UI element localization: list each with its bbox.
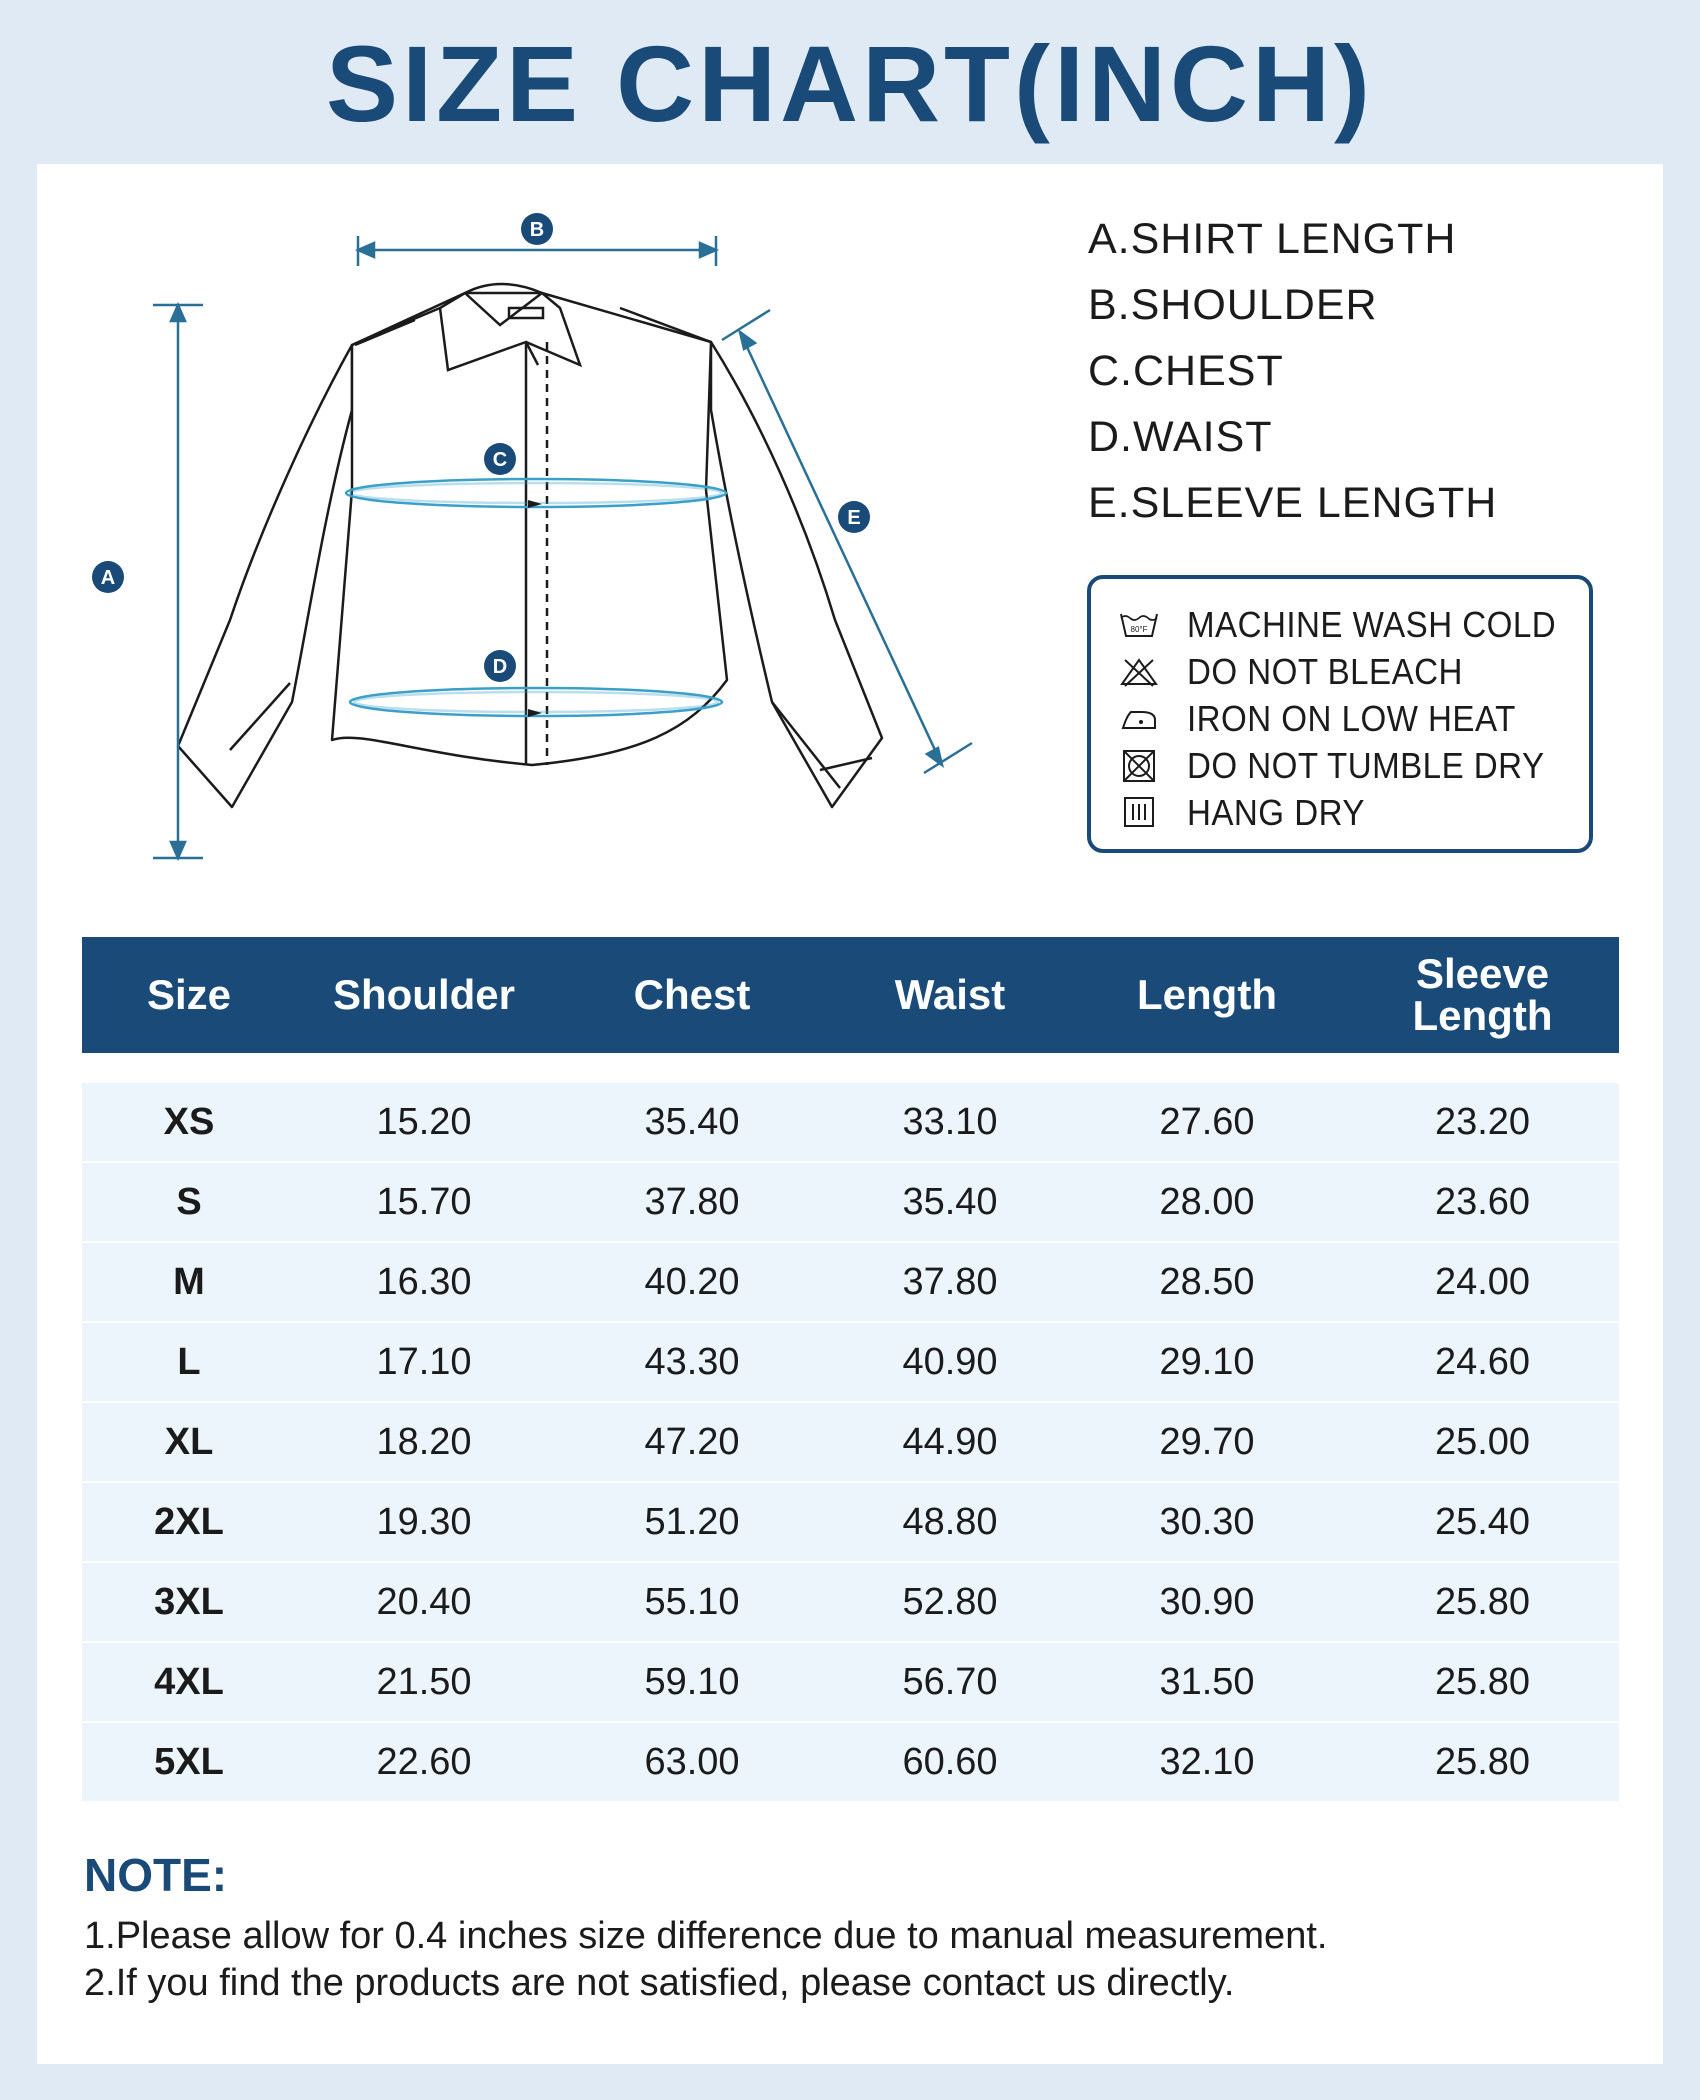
wash-temp-badge: 80°F: [1130, 624, 1148, 634]
value-cell: 63.00: [644, 1740, 740, 1783]
value-cell: 40.20: [644, 1260, 740, 1303]
marker-b: [521, 213, 553, 245]
size-cell: 3XL: [154, 1580, 224, 1623]
value-cell: 40.90: [902, 1340, 998, 1383]
table-row: [82, 1483, 1619, 1563]
value-cell: 22.60: [376, 1740, 472, 1783]
legend-item-waist: D.WAIST: [1088, 413, 1273, 461]
value-cell: 43.30: [644, 1340, 740, 1383]
value-cell: 37.80: [902, 1260, 998, 1303]
legend-item-shoulder: B.SHOULDER: [1088, 281, 1378, 329]
table-row: [82, 1243, 1619, 1323]
legend-item-shirt-length: A.SHIRT LENGTH: [1088, 215, 1457, 263]
care-row: [1091, 648, 1589, 695]
size-cell: S: [176, 1180, 202, 1223]
measure-a-line: [153, 305, 203, 858]
value-cell: 44.90: [902, 1420, 998, 1463]
page-title: SIZE CHART(INCH): [326, 23, 1374, 144]
value-cell: 52.80: [902, 1580, 998, 1623]
value-cell: 15.20: [376, 1100, 472, 1143]
value-cell: 25.00: [1434, 1420, 1531, 1463]
marker-c-label: C: [492, 449, 508, 471]
value-cell: 23.20: [1434, 1100, 1531, 1143]
marker-d-label: D: [492, 656, 508, 678]
value-cell: 60.60: [902, 1740, 998, 1783]
value-cell: 24.60: [1434, 1340, 1531, 1383]
care-row: [1091, 789, 1589, 836]
shirt-diagram: [60, 190, 1040, 890]
note-line-2: 2.If you find the products are not satisfied, please contact us directly.: [84, 1962, 1235, 2004]
hang-dry-icon: [1119, 795, 1159, 831]
value-cell: 28.00: [1159, 1180, 1255, 1223]
header-chest: Chest: [633, 971, 751, 1018]
value-cell: 16.30: [376, 1260, 472, 1303]
value-cell: 56.70: [902, 1660, 998, 1703]
marker-e: [838, 501, 870, 533]
value-cell: 48.80: [902, 1500, 998, 1543]
value-cell: 29.70: [1159, 1420, 1255, 1463]
value-cell: 20.40: [376, 1580, 472, 1623]
value-cell: 55.10: [644, 1580, 740, 1623]
note-line-1: 1.Please allow for 0.4 inches size difference due to manual measurement.: [84, 1915, 1328, 1957]
value-cell: 25.80: [1434, 1580, 1531, 1623]
header-shoulder: Shoulder: [332, 971, 515, 1018]
header-sleeve-length: [1346, 937, 1619, 1053]
table-row: [82, 1403, 1619, 1483]
care-text-iron: IRON ON LOW HEAT: [1187, 697, 1516, 739]
size-table-header: [82, 937, 1619, 1053]
value-cell: 47.20: [644, 1420, 740, 1463]
shirt-outline: [178, 293, 882, 807]
value-cell: 37.80: [644, 1180, 740, 1223]
value-cell: 32.10: [1159, 1740, 1255, 1783]
care-text-tumble: DO NOT TUMBLE DRY: [1187, 744, 1545, 786]
table-row: [82, 1323, 1619, 1403]
value-cell: 19.30: [376, 1500, 472, 1543]
value-cell: 35.40: [902, 1180, 998, 1223]
value-cell: 30.90: [1159, 1580, 1255, 1623]
value-cell: 24.00: [1434, 1260, 1531, 1303]
marker-b-label: B: [529, 219, 545, 241]
value-cell: 31.50: [1159, 1660, 1255, 1703]
value-cell: 25.80: [1434, 1740, 1531, 1783]
size-cell: XL: [164, 1420, 214, 1463]
table-row: [82, 1163, 1619, 1243]
size-cell: XS: [163, 1100, 215, 1143]
table-row: [82, 1083, 1619, 1163]
header-size: Size: [146, 971, 232, 1018]
table-row: [82, 1723, 1619, 1803]
table-row: [82, 1563, 1619, 1643]
size-cell: M: [173, 1260, 205, 1303]
iron-low-icon: [1119, 701, 1159, 737]
marker-a-label: A: [100, 567, 116, 589]
note-title: NOTE:: [84, 1849, 228, 1901]
care-row: [1091, 695, 1589, 742]
no-bleach-icon: [1119, 654, 1159, 690]
value-cell: 18.20: [376, 1420, 472, 1463]
header-waist: Waist: [894, 971, 1006, 1018]
value-cell: 21.50: [376, 1660, 472, 1703]
legend-item-sleeve-length: E.SLEEVE LENGTH: [1088, 479, 1498, 527]
marker-a: [92, 561, 124, 593]
size-cell: 4XL: [154, 1660, 224, 1703]
value-cell: 15.70: [376, 1180, 472, 1223]
value-cell: 59.10: [644, 1660, 740, 1703]
value-cell: 25.80: [1434, 1660, 1531, 1703]
value-cell: 35.40: [644, 1100, 740, 1143]
header-length: Length: [1137, 971, 1277, 1018]
value-cell: 28.50: [1159, 1260, 1255, 1303]
care-row: [1091, 742, 1589, 789]
marker-d: [484, 650, 516, 682]
marker-e-label: E: [847, 507, 861, 529]
value-cell: 30.30: [1159, 1500, 1255, 1543]
table-row: [82, 1643, 1619, 1723]
size-table-body: [82, 1083, 1619, 1803]
wash-cold-icon: [1119, 607, 1159, 643]
care-row: [1091, 601, 1589, 648]
no-tumble-dry-icon: [1119, 748, 1159, 784]
legend-item-chest: C.CHEST: [1088, 347, 1284, 395]
value-cell: 33.10: [902, 1100, 998, 1143]
care-text-wash: MACHINE WASH COLD: [1187, 603, 1557, 645]
care-text-hang: HANG DRY: [1187, 791, 1365, 833]
value-cell: 27.60: [1159, 1100, 1255, 1143]
value-cell: 17.10: [376, 1340, 472, 1383]
value-cell: 23.60: [1434, 1180, 1531, 1223]
care-text-bleach: DO NOT BLEACH: [1187, 650, 1463, 692]
care-instructions-box: [1087, 575, 1593, 853]
size-cell: 5XL: [154, 1740, 224, 1783]
header-sleeve-line2: Length: [1412, 992, 1553, 1039]
header-sleeve-line1: Sleeve: [1415, 950, 1550, 997]
size-cell: 2XL: [154, 1500, 224, 1543]
size-cell: L: [177, 1340, 201, 1383]
value-cell: 25.40: [1434, 1500, 1531, 1543]
value-cell: 51.20: [644, 1500, 740, 1543]
marker-c: [484, 443, 516, 475]
value-cell: 29.10: [1159, 1340, 1255, 1383]
measurement-legend: [1088, 215, 1498, 548]
